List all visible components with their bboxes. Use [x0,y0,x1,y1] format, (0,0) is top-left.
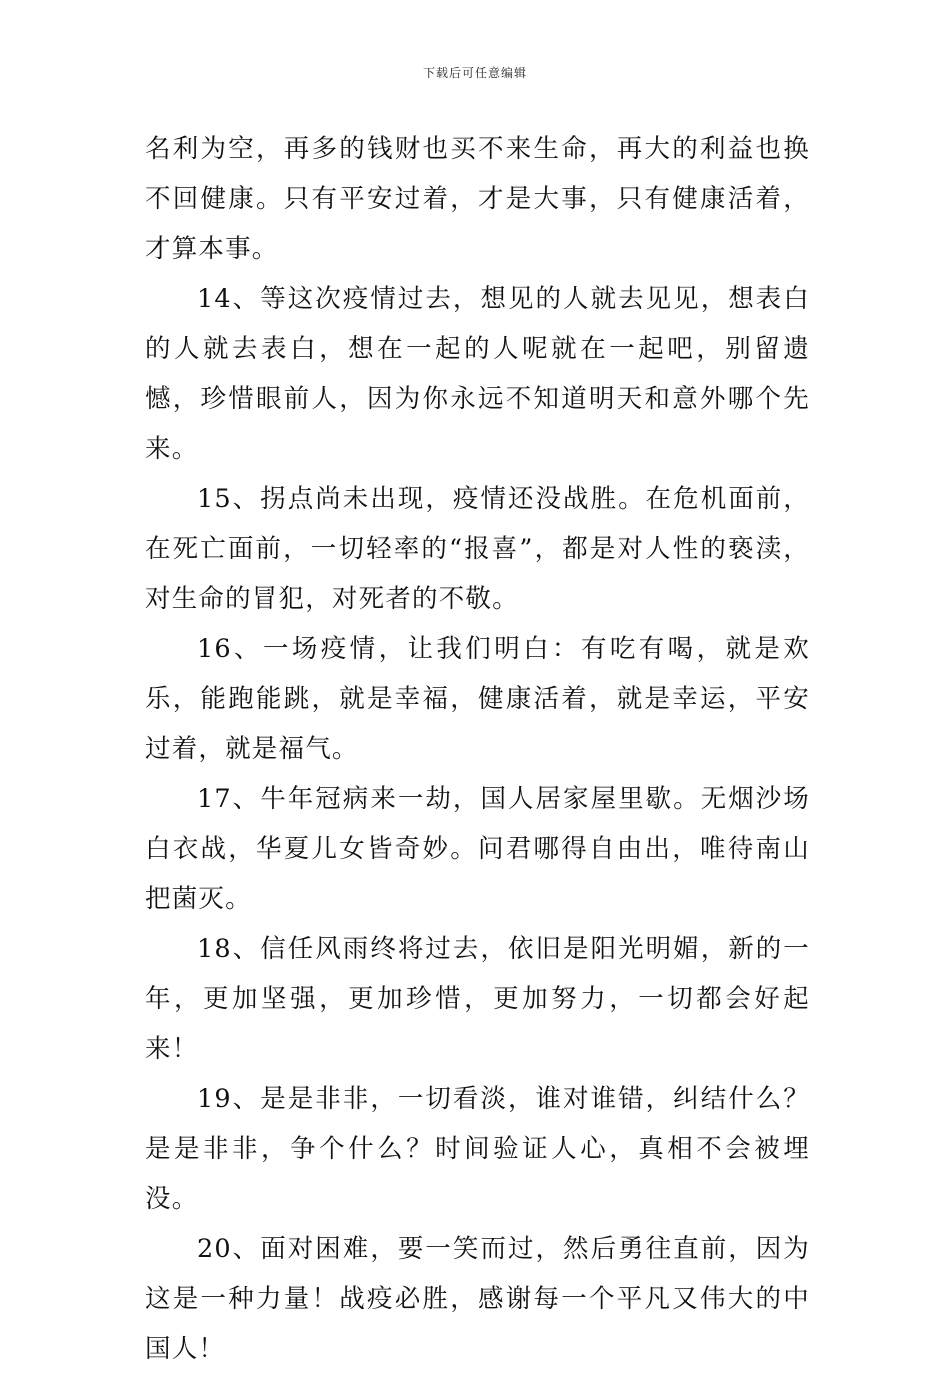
paragraph-17: 17、牛年冠病来一劫，国人居家屋里歇。无烟沙场白衣战，华夏儿女皆奇妙。问君哪得自由出，唯待南山把菌灭。 [145,784,810,914]
page-header-note: 下载后可任意编辑 [422,66,527,80]
paragraph-15: 15、拐点尚未出现，疫情还没战胜。在危机面前，在死亡面前，一切轻率的“报喜”，都是对人性的亵渎，对生命的冒犯，对死者的不敬。 [145,484,810,614]
paragraph-intro: 名利为空，再多的钱财也买不来生命，再大的利益也换不回健康。只有平安过着，才是大事，只有健康活着，才算本事。 [145,134,810,264]
paragraph-16: 16、一场疫情，让我们明白：有吃有喝，就是欢乐，能跑能跳，就是幸福，健康活着，就是幸运，平安过着，就是福气。 [145,634,810,764]
paragraph-14: 14、等这次疫情过去，想见的人就去见见，想表白的人就去表白，想在一起的人呢就在一起吧，别留遗憾，珍惜眼前人，因为你永远不知道明天和意外哪个先来。 [145,284,810,464]
document-body [145,124,810,1374]
paragraph-19: 19、是是非非，一切看淡，谁对谁错，纠结什么？是是非非，争个什么？时间验证人心，真相不会被埋没。 [145,1084,810,1214]
paragraph-20: 20、面对困难，要一笑而过，然后勇往直前，因为这是一种力量！战疫必胜，感谢每一个平凡又伟大的中国人！ [145,1234,810,1364]
paragraph-18: 18、信任风雨终将过去，依旧是阳光明媚，新的一年，更加坚强，更加珍惜，更加努力，一切都会好起来！ [145,934,810,1064]
